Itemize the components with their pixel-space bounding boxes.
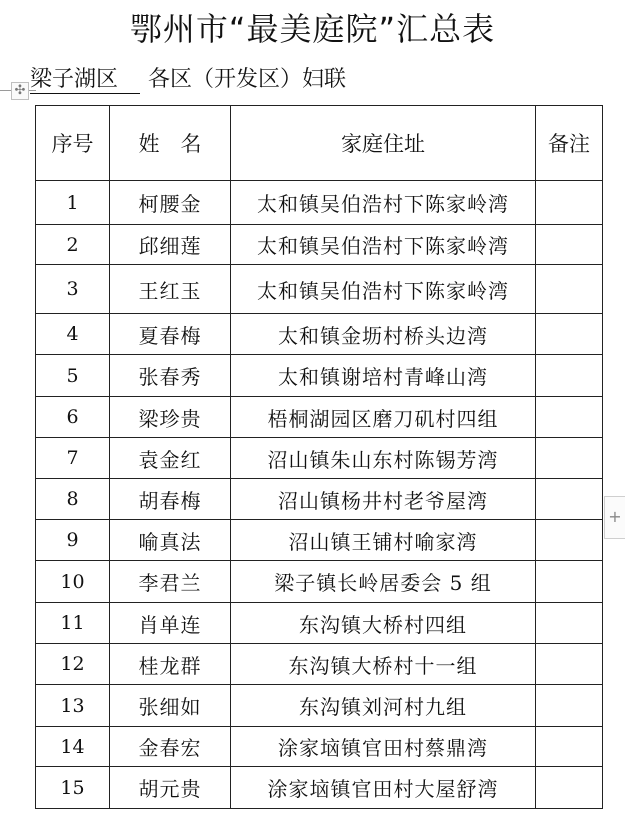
cell-note <box>536 225 603 265</box>
cell-serial-no: 4 <box>36 314 110 355</box>
plus-icon[interactable]: + <box>604 496 625 539</box>
cell-note <box>536 479 603 520</box>
table-row <box>36 727 603 767</box>
cell-name: 夏春梅 <box>110 314 231 355</box>
cell-name: 金春宏 <box>110 727 231 767</box>
header-name: 姓 名 <box>110 106 231 181</box>
cell-serial-no: 9 <box>36 520 110 561</box>
cell-note <box>536 685 603 727</box>
cell-note <box>536 397 603 438</box>
table-row <box>36 314 603 355</box>
cell-name: 喻真法 <box>110 520 231 561</box>
cell-serial-no: 12 <box>36 644 110 685</box>
cell-note <box>536 265 603 314</box>
table-row <box>36 603 603 644</box>
cell-address: 涂家垴镇官田村大屋舒湾 <box>231 767 536 809</box>
table-row <box>36 561 603 603</box>
cell-note <box>536 438 603 479</box>
cell-name: 梁珍贵 <box>110 397 231 438</box>
cell-name: 王红玉 <box>110 265 231 314</box>
cell-name: 肖单连 <box>110 603 231 644</box>
cell-serial-no: 3 <box>36 265 110 314</box>
district-field: 梁子湖区 <box>30 67 140 94</box>
table-row <box>36 479 603 520</box>
cell-address: 涂家垴镇官田村蔡鼎湾 <box>231 727 536 767</box>
cell-name: 张春秀 <box>110 355 231 397</box>
header-address: 家庭住址 <box>231 106 536 181</box>
cell-name: 袁金红 <box>110 438 231 479</box>
cell-serial-no: 6 <box>36 397 110 438</box>
cell-note <box>536 314 603 355</box>
header-serial-no: 序号 <box>36 106 110 181</box>
table-row <box>36 685 603 727</box>
cell-serial-no: 13 <box>36 685 110 727</box>
cell-address: 沼山镇朱山东村陈锡芳湾 <box>231 438 536 479</box>
cell-note <box>536 603 603 644</box>
cell-address: 梧桐湖园区磨刀矶村四组 <box>231 397 536 438</box>
table-header-row <box>36 106 603 181</box>
cell-note <box>536 181 603 225</box>
cell-note <box>536 355 603 397</box>
header-note: 备注 <box>536 106 603 181</box>
cell-address: 东沟镇刘河村九组 <box>231 685 536 727</box>
cell-name: 桂龙群 <box>110 644 231 685</box>
organization-label: 各区（开发区）妇联 <box>148 67 347 92</box>
cell-note <box>536 520 603 561</box>
cell-address: 太和镇吴伯浩村下陈家岭湾 <box>231 265 536 314</box>
table-row <box>36 644 603 685</box>
cell-serial-no: 2 <box>36 225 110 265</box>
cell-address: 太和镇吴伯浩村下陈家岭湾 <box>231 225 536 265</box>
move-cross-icon[interactable]: ✣ <box>11 82 29 100</box>
cell-serial-no: 14 <box>36 727 110 767</box>
subtitle <box>30 62 346 94</box>
cell-address: 东沟镇大桥村十一组 <box>231 644 536 685</box>
cell-note <box>536 644 603 685</box>
cell-address: 沼山镇王铺村喻家湾 <box>231 520 536 561</box>
table-row <box>36 397 603 438</box>
cell-address: 东沟镇大桥村四组 <box>231 603 536 644</box>
cell-name: 柯腰金 <box>110 181 231 225</box>
cell-name: 胡元贵 <box>110 767 231 809</box>
table-row <box>36 265 603 314</box>
cell-name: 李君兰 <box>110 561 231 603</box>
table-row <box>36 225 603 265</box>
cell-serial-no: 15 <box>36 767 110 809</box>
cell-serial-no: 10 <box>36 561 110 603</box>
cell-serial-no: 1 <box>36 181 110 225</box>
table-row <box>36 181 603 225</box>
cell-address: 沼山镇杨井村老爷屋湾 <box>231 479 536 520</box>
cell-address: 太和镇金坜村桥头边湾 <box>231 314 536 355</box>
cell-name: 胡春梅 <box>110 479 231 520</box>
table-row <box>36 438 603 479</box>
document-title: 鄂州市“最美庭院”汇总表 <box>129 10 496 48</box>
cell-name: 张细如 <box>110 685 231 727</box>
cell-address: 梁子镇长岭居委会 5 组 <box>231 561 536 603</box>
cell-note <box>536 767 603 809</box>
cell-serial-no: 11 <box>36 603 110 644</box>
cell-serial-no: 5 <box>36 355 110 397</box>
cell-address: 太和镇谢培村青峰山湾 <box>231 355 536 397</box>
cell-address: 太和镇吴伯浩村下陈家岭湾 <box>231 181 536 225</box>
cell-serial-no: 8 <box>36 479 110 520</box>
table-row <box>36 520 603 561</box>
cell-note <box>536 561 603 603</box>
cell-serial-no: 7 <box>36 438 110 479</box>
table-row <box>36 767 603 809</box>
summary-table <box>35 105 603 809</box>
table-row <box>36 355 603 397</box>
cell-note <box>536 727 603 767</box>
cell-name: 邱细莲 <box>110 225 231 265</box>
